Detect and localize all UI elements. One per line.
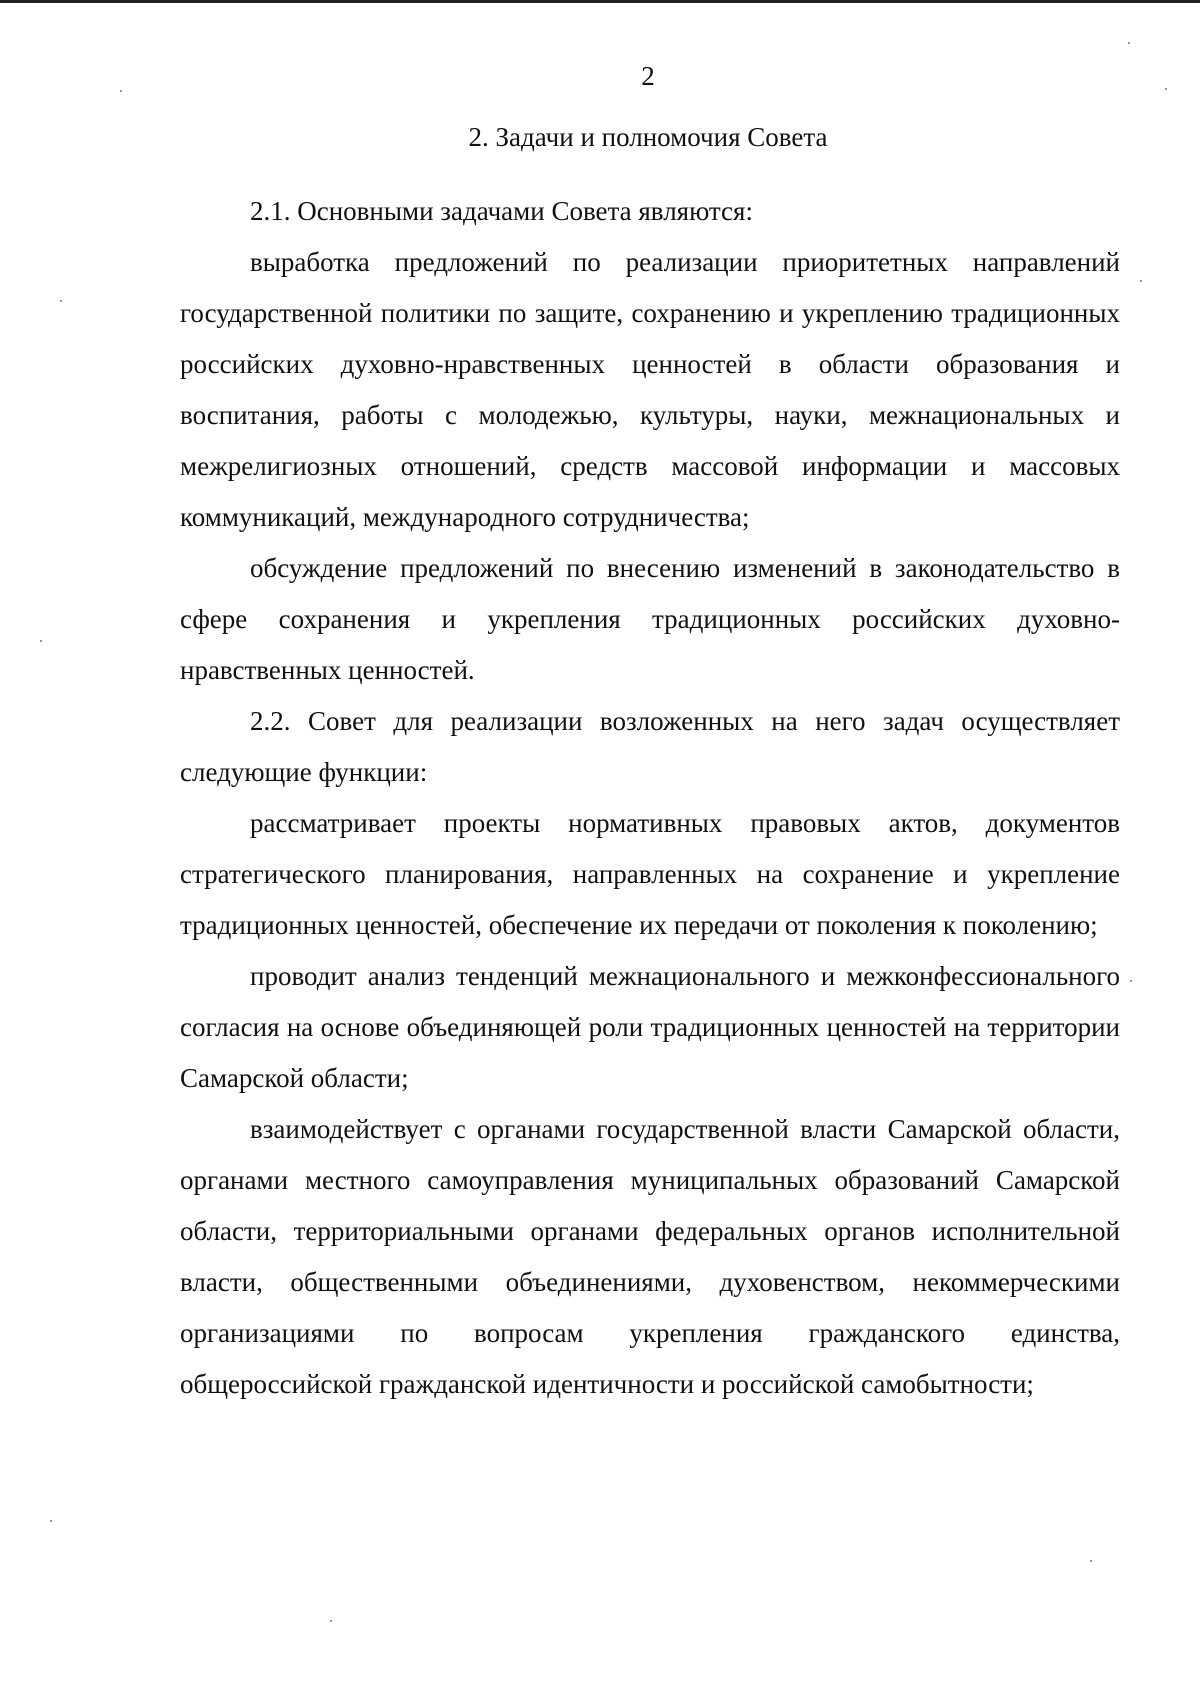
scan-speck: [50, 1520, 52, 1522]
section-title: 2. Задачи и полномочия Совета: [468, 122, 828, 152]
document-body: [180, 186, 1120, 1410]
paragraph-function-interaction: взаимодействует с органами государственной власти Самарской области, органами местного самоуправления муниципальных образований Самарской области, территориальными органами федеральных органов исполнительной власти, общественными объединениями, духовенством, некоммерческими организациями по вопросам укрепления гражданского единства, общероссийской гражданской идентичности и российской самобытности;: [180, 1114, 1120, 1399]
paragraph-function-analysis: проводит анализ тенденций межнационального и межконфессионального согласия на основе объединяющей роли традиционных ценностей на территории Самарской области;: [180, 961, 1120, 1093]
scan-speck: [1128, 42, 1130, 44]
scan-speck: [120, 90, 122, 92]
scan-speck: [60, 300, 62, 302]
scan-speck: [40, 640, 42, 642]
scan-speck: [1130, 980, 1132, 982]
scan-top-border: [0, 0, 1200, 3]
scan-speck: [1090, 1560, 1092, 1562]
paragraph-2-2-heading: 2.2. Совет для реализации возложенных на него задач осуществляет следующие функции:: [180, 706, 1120, 787]
paragraph-task-legislation: обсуждение предложений по внесению изменений в законодательство в сфере сохранения и укрепления традиционных российских духовно-нравственных ценностей.: [180, 553, 1120, 685]
page-number: 2: [641, 61, 655, 91]
paragraph-2-1-heading: 2.1. Основными задачами Совета являются:: [250, 196, 753, 226]
paragraph-task-proposals: выработка предложений по реализации приоритетных направлений государственной политики по защите, сохранению и укреплению традиционных российских духовно-нравственных ценностей в области образования и воспитания, работы с молодежью, культуры, науки, межнациональных и межрелигиозных отношений, средств массовой информации и массовых коммуникаций, международного сотрудничества;: [180, 247, 1120, 532]
scan-speck: [1165, 88, 1167, 90]
paragraph-function-review: рассматривает проекты нормативных правовых актов, документов стратегического планирования, направленных на сохранение и укрепление традиционных ценностей, обеспечение их передачи от поколения к поколению;: [180, 808, 1120, 940]
scan-speck: [330, 1620, 332, 1622]
scan-speck: [1140, 280, 1142, 282]
